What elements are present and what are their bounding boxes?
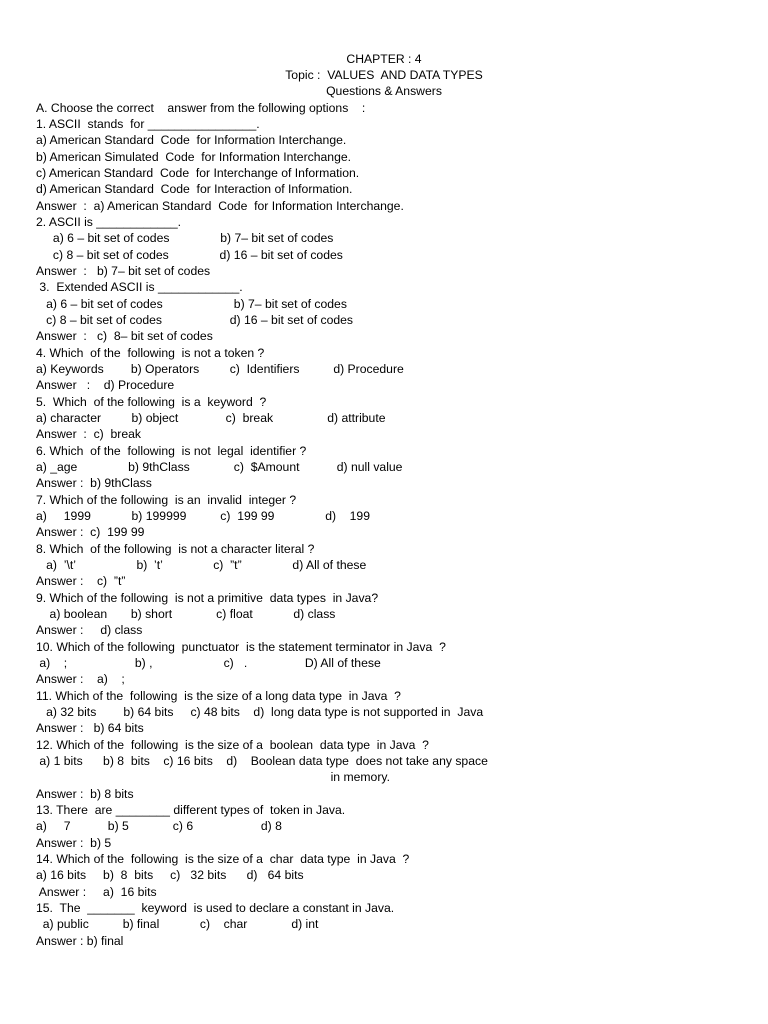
text-line: Answer : b) 9thClass — [36, 476, 152, 491]
text-line: 12. Which of the following is the size of a boolean data type in Java ? — [36, 737, 429, 752]
text-line: a) Keywords b) Operators c) Identifiers d) Procedure — [36, 361, 404, 376]
text-line: 1. ASCII stands for ________________. — [36, 117, 260, 131]
text-line: c) American Standard Code for Interchange of Information. — [36, 166, 360, 180]
text-line: Answer : b) 8 bits — [36, 786, 134, 801]
text-line: a) American Standard Code for Information Interchange. — [36, 133, 347, 148]
text-line: 6. Which of the following is not legal identifier ? — [36, 443, 307, 458]
text-line: Answer : b) final — [36, 933, 124, 948]
text-line: c) 8 – bit set of codes d) 16 – bit set of codes — [36, 313, 354, 327]
text-line: Answer : a) American Standard Code for Information Interchange. — [36, 198, 404, 213]
text-line: Answer : a) ; — [36, 672, 125, 687]
text-line: d) American Standard Code for Interaction of Information. — [36, 182, 353, 197]
text-line: 13. There are ________ different types of token in Java. — [36, 802, 346, 817]
text-line: a) 16 bits b) 8 bits c) 32 bits d) 64 bits — [36, 868, 304, 883]
text-line: a) 1 bits b) 8 bits c) 16 bits d) Boolean data type does not take any space — [36, 753, 488, 768]
text-line: Answer : b) 64 bits — [36, 721, 144, 736]
text-line: 7. Which of the following is an invalid integer ? — [36, 492, 297, 507]
text-line: Answer : a) 16 bits — [36, 884, 157, 899]
topic-heading: Topic : VALUES AND DATA TYPES — [285, 68, 483, 82]
text-line: 4. Which of the following is not a token ? — [36, 345, 265, 360]
chapter-heading: CHAPTER : 4 — [346, 52, 422, 66]
text-line: 10. Which of the following punctuator is the statement terminator in Java ? — [36, 639, 446, 654]
text-line: a) 6 – bit set of codes b) 7– bit set of codes — [36, 231, 334, 246]
text-line: a) _age b) 9thClass c) $Amount d) null value — [36, 459, 403, 474]
text-line: a) 6 – bit set of codes b) 7– bit set of codes — [36, 296, 347, 311]
text-line: Answer : d) class — [36, 623, 143, 638]
text-line: Answer : c) 199 99 — [36, 525, 145, 540]
text-line: a) public b) final c) char d) int — [36, 917, 319, 932]
text-line: a) 32 bits b) 64 bits c) 48 bits d) long data type is not supported in Java — [36, 704, 484, 719]
instruction-line: A. Choose the correct answer from the following options : — [36, 101, 366, 115]
text-line: 11. Which of the following is the size of a long data type in Java ? — [36, 688, 401, 703]
text-line: 2. ASCII is ____________. — [36, 215, 182, 229]
text-line: Answer : b) 5 — [36, 835, 112, 850]
text-line: Answer : b) 7– bit set of codes — [36, 264, 211, 278]
text-line: b) American Simulated Code for Information Interchange. — [36, 149, 352, 164]
text-line: a) ’\t’ b) ’t’ c) ”t” d) All of these — [36, 557, 367, 572]
text-line: Answer : c) break — [36, 427, 141, 442]
subtitle-heading: Questions & Answers — [326, 84, 442, 98]
text-line: 15. The _______ keyword is used to declare a constant in Java. — [36, 900, 395, 915]
text-line: a) ; b) , c) . D) All of these — [36, 655, 381, 670]
text-line: 8. Which of the following is not a character literal ? — [36, 541, 315, 556]
text-line: Answer : c) 8– bit set of codes — [36, 329, 213, 344]
text-line: 14. Which of the following is the size of a char data type in Java ? — [36, 851, 410, 866]
text-line: 5. Which of the following is a keyword ? — [36, 394, 267, 409]
text-line: Answer : d) Procedure — [36, 378, 175, 393]
text-line: c) 8 – bit set of codes d) 16 – bit set of codes — [36, 247, 343, 262]
text-line: a) character b) object c) break d) attribute — [36, 410, 386, 425]
text-line: 3. Extended ASCII is ____________. — [36, 280, 243, 295]
text-line: Answer : c) ”t” — [36, 574, 126, 589]
text-line: a) boolean b) short c) float d) class — [36, 606, 336, 621]
text-line: 9. Which of the following is not a primitive data types in Java? — [36, 590, 379, 605]
text-line: in memory. — [36, 770, 390, 785]
text-line: a) 7 b) 5 c) 6 d) 8 — [36, 819, 282, 834]
text-line: a) 1999 b) 199999 c) 199 99 d) 199 — [36, 508, 370, 523]
